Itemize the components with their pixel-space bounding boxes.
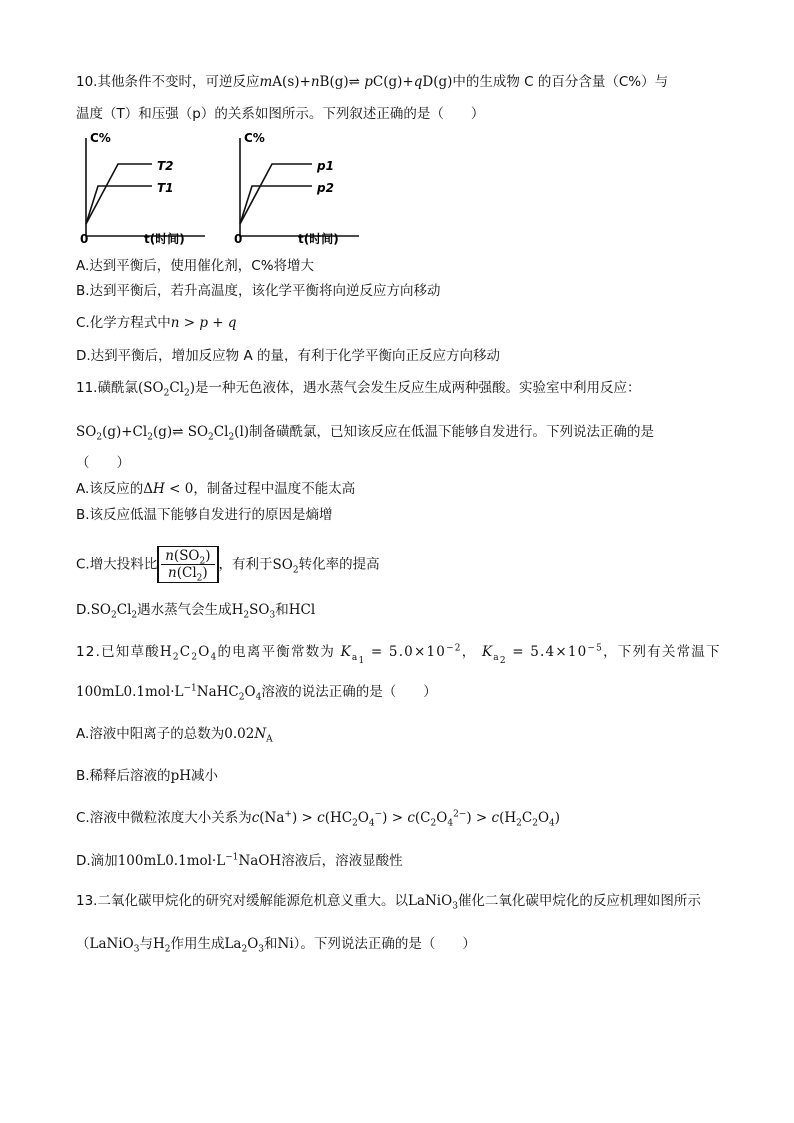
graph2-ylabel: C% <box>244 131 265 145</box>
q11-option-a-post: ，制备过程中温度不能太高 <box>193 481 356 497</box>
graph1-label-top: T2 <box>157 159 174 173</box>
q10-stem-line2: 温度（T）和压强（p）的关系如图所示。下列叙述正确的是（ ） <box>76 106 485 122</box>
q12-stem-mid: 的电离平衡常数为 <box>217 644 336 660</box>
q11-option-d-h2so3: $H_2SO_3$ <box>231 602 276 621</box>
q12-option-b-pre: B.稀释后溶液的 <box>76 768 171 784</box>
q11-option-d <box>76 600 315 620</box>
graph2-label-bottom: p2 <box>317 181 334 195</box>
q11-option-d-mid: 遇水蒸气会生成 <box>137 602 232 618</box>
q10-option-b: B.达到平衡后，若升高温度，该化学平衡将向逆反应方向移动 <box>76 283 441 299</box>
q12-option-b-ph: pH <box>170 768 191 784</box>
graph2-origin: 0 <box>234 232 243 246</box>
q10-equation: mA(s)+nB(g)⇌ pC(g)+qD(g) <box>259 74 453 90</box>
q11-option-c-mid: ，有利于 <box>218 556 273 573</box>
q13-la2o3: $La_2O_3$ <box>224 936 265 955</box>
q13-lanio3-2: LaNiO$_3$ <box>89 936 140 955</box>
q12-option-c-order: $c(Na^+) > c(HC_2O_4^-) > c(C_2O_4^{2-}) > c(H_2C_2O_4)$ <box>251 809 561 829</box>
q13-ni: Ni <box>277 936 294 952</box>
graph2-xlabel: t(时间) <box>298 232 339 246</box>
q10-stem-line1 <box>76 72 668 92</box>
q12-option-c <box>76 808 560 828</box>
q11-stem-line3: （ ） <box>76 455 130 471</box>
q11-option-c <box>76 546 380 583</box>
graph1-xlabel: t(时间) <box>144 232 185 246</box>
q11-stem-head: 11.磺酰氯 <box>76 380 138 396</box>
q13-stem-head: 13.二氧化碳甲烷化的研究对缓解能源危机意义重大。以 <box>76 893 408 909</box>
graph2-curve-top <box>240 164 312 224</box>
q12-ka2: $K_{a_2} = 5.4\times 10^{-5}$ <box>481 643 604 666</box>
q13-lanio3: LaNiO$_3$ <box>407 893 458 912</box>
q12-stem-line2-tail: 溶液的说法正确的是（ ） <box>261 684 437 700</box>
q11-option-c-so2: $SO_2$ <box>272 556 299 576</box>
q13-stem-line2 <box>76 934 476 954</box>
q13-paren-open: （ <box>76 936 90 952</box>
q12-ka1: $K_{a_1} = 5.0\times 10^{-2}$ <box>340 643 462 666</box>
q10-option-c-inequality: n > p + q <box>170 315 237 331</box>
q10-stem-head: 10.其他条件不变时，可逆反应 <box>76 74 260 90</box>
q10-graph-pressure <box>224 128 364 250</box>
q13-and-1: 与 <box>139 936 153 952</box>
q12-option-b-post: 减小 <box>190 768 218 784</box>
q12-option-d <box>76 851 403 871</box>
q13-h2: $H_2$ <box>152 936 171 955</box>
q11-option-d-hcl: HCl <box>288 602 316 618</box>
q11-stem-line2-tail: 制备磺酰氯，已知该反应在低温下能够自发进行。下列说法正确的是 <box>249 424 655 440</box>
q11-stem-line2 <box>76 422 654 442</box>
graph1-origin: 0 <box>80 232 89 246</box>
q13-produces: 作用生成 <box>170 936 225 952</box>
q12-stem-line1: 12.已知草酸$H_2C_2O_4$的电离平衡常数为 $K_{a_1} = 5.0\times 10^{-2}$， $K_{a_2} = 5.4\times 10^{-5}$，下列有关常温下 <box>76 643 721 666</box>
q12-option-c-pre: C.溶液中微粒浓度大小关系为 <box>76 810 252 826</box>
q11-option-c-pre: C.增大投料比 <box>76 556 158 573</box>
q10-graph-temperature <box>70 128 210 250</box>
q13-stem-tail: ）。下列说法正确的是（ ） <box>293 936 476 952</box>
q10-option-c-label: C.化学方程式中 <box>76 315 171 331</box>
q10-option-d: D.达到平衡后，增加反应物 A 的量，有利于化学平衡向正反应方向移动 <box>76 348 501 364</box>
q12-stem-line2 <box>76 682 437 702</box>
q12-stem-tail: ，下列有关常温下 <box>603 644 721 660</box>
q11-stem-line1 <box>76 378 640 398</box>
q12-option-a-value: $0.02N_A$ <box>224 726 273 745</box>
q12-option-d-pre: D.滴加 <box>76 853 118 869</box>
graph1-label-bottom: T1 <box>157 181 174 195</box>
q11-option-a <box>76 479 355 499</box>
graph1-ylabel: C% <box>90 131 111 145</box>
q13-stem-mid: 催化二氧化碳甲烷化的反应机理如图所示 <box>457 893 701 909</box>
q12-option-b <box>76 766 218 786</box>
q11-equation: $SO_2(g)+Cl_2(g)\rightleftharpoons$ $SO_2Cl_2(l)$ <box>76 424 250 443</box>
q13-stem-line1 <box>76 891 701 911</box>
q12-option-d-post: 溶液后，溶液显酸性 <box>281 853 403 869</box>
q11-option-d-and: 和 <box>275 602 289 618</box>
q11-option-d-pre: D. <box>76 602 91 618</box>
q10-option-c <box>76 313 237 333</box>
q11-option-a-pre: A.该反应的 <box>76 481 144 497</box>
q12-option-a <box>76 724 273 744</box>
q10-stem-tail: 中的生成物 C 的百分含量（C%）与 <box>452 74 669 90</box>
q11-formula-so2cl2: $(SO_2Cl_2)$ <box>137 380 195 399</box>
q10-option-a: A.达到平衡后，使用催化剂，C%将增大 <box>76 258 315 274</box>
q12-option-a-pre: A.溶液中阳离子的总数为 <box>76 726 225 742</box>
q11-option-b: B.该反应低温下能够自发进行的原因是熵增 <box>76 507 333 523</box>
q12-solution: $100mL0.1mol\cdot L^{-1}NaHC_2O_4$ <box>76 683 262 703</box>
q11-stem-head-tail: 是一种无色液体，遇水蒸气会发生反应生成两种强酸。实验室中利用反应： <box>194 380 641 396</box>
q12-stem-head: 12.已知草酸 <box>76 644 160 660</box>
q11-feed-ratio: $\frac{n(SO_2)}{n(Cl_2)}$ <box>157 546 218 583</box>
q11-option-c-post: 转化率的提高 <box>298 556 380 573</box>
graph2-label-top: p1 <box>317 159 334 173</box>
q12-option-d-solution: $100mL0.1mol\cdot L^{-1}NaOH$ <box>117 852 282 869</box>
q11-option-d-so2cl2: $SO_2Cl_2$ <box>90 602 138 621</box>
q12-formula-h2c2o4: $H_2C_2O_4$ <box>159 644 218 663</box>
q11-option-a-math: ΔH < 0 <box>143 481 194 497</box>
q13-and-2: 和 <box>264 936 278 952</box>
